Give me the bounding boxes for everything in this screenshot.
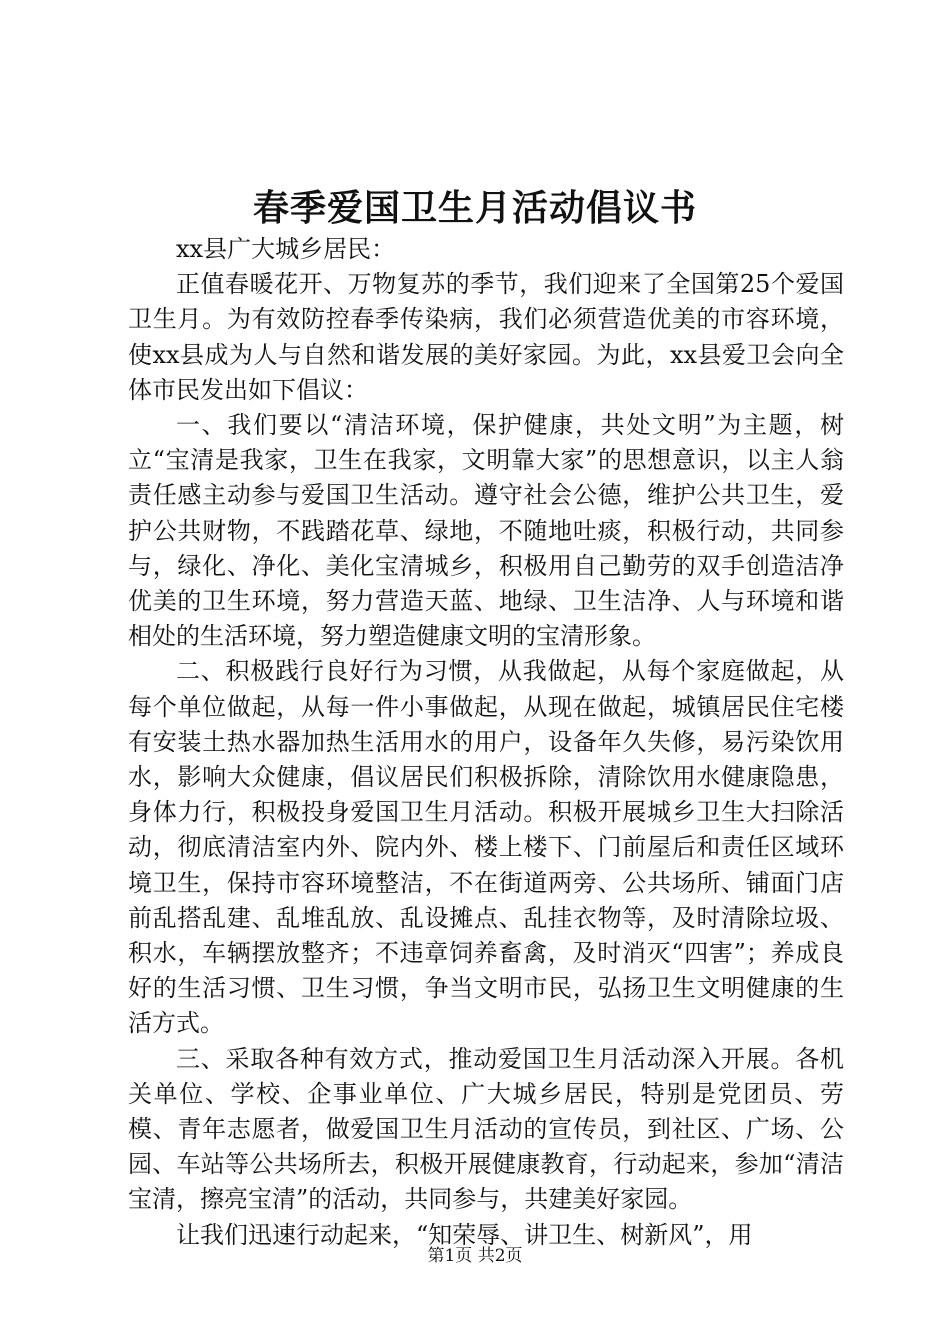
- salutation: xx县广大城乡居民：: [176, 235, 396, 263]
- document-body: [128, 232, 844, 1253]
- paragraph-one: 一、我们要以“清洁环境，保护健康，共处文明”为主题，树立“宝清是我家，卫生在我家，文明靠大家”的思想意识，以主人翁责任感主动参与爱国卫生活动。遵守社会公德，维护公共卫生，爱护公共财物，不践踏花草、绿地，不随地吐痰，积极行动，共同参与，绿化、净化、美化宝清城乡，积极用自己勤劳的双手创造洁净优美的卫生环境，努力营造天蓝、地绿、卫生洁净、人与环境和谐相处的生活环境，努力塑造健康文明的宝清形象。: [128, 411, 844, 651]
- paragraph-three: 三、采取各种有效方式，推动爱国卫生月活动深入开展。各机关单位、学校、企事业单位、广大城乡居民，特别是党团员、劳模、青年志愿者，做爱国卫生月活动的宣传员，到社区、广场、公园、车站等公共场所去，积极开展健康教育，行动起来，参加“清洁宝清，擦亮宝清”的活动，共同参与，共建美好家园。: [128, 1044, 844, 1214]
- document-title: 春季爱国卫生月活动倡议书: [252, 187, 697, 229]
- page-number-footer: 第1页 共2页: [427, 1246, 523, 1266]
- paragraph-two: 二、积极践行良好行为习惯，从我做起，从每个家庭做起，从每个单位做起，从每一件小事做起，从现在做起，城镇居民住宅楼有安装土热水器加热生活用水的用户，设备年久失修，易污染饮用水，影响大众健康，倡议居民们积极拆除，清除饮用水健康隐患，身体力行，积极投身爱国卫生月活动。积极开展城乡卫生大扫除活动，彻底清洁室内外、院内外、楼上楼下、门前屋后和责任区域环境卫生，保持市容环境整洁，不在街道两旁、公共场所、铺面门店前乱搭乱建、乱堆乱放、乱设摊点、乱挂衣物等，及时清除垃圾、积水，车辆摆放整齐；不违章饲养畜禽，及时消灭“四害”；养成良好的生活习惯、卫生习惯，争当文明市民，弘扬卫生文明健康的生活方式。: [128, 657, 844, 1038]
- paragraph-intro: 正值春暖花开、万物复苏的季节，我们迎来了全国第25个爱国卫生月。为有效防控春季传染病，我们必须营造优美的市容环境，使xx县成为人与自然和谐发展的美好家园。为此，xx县爱卫会向全体市民发出如下倡议：: [128, 270, 844, 404]
- paragraph-closing: 让我们迅速行动起来，“知荣辱、讲卫生、树新风”，用: [176, 1220, 753, 1249]
